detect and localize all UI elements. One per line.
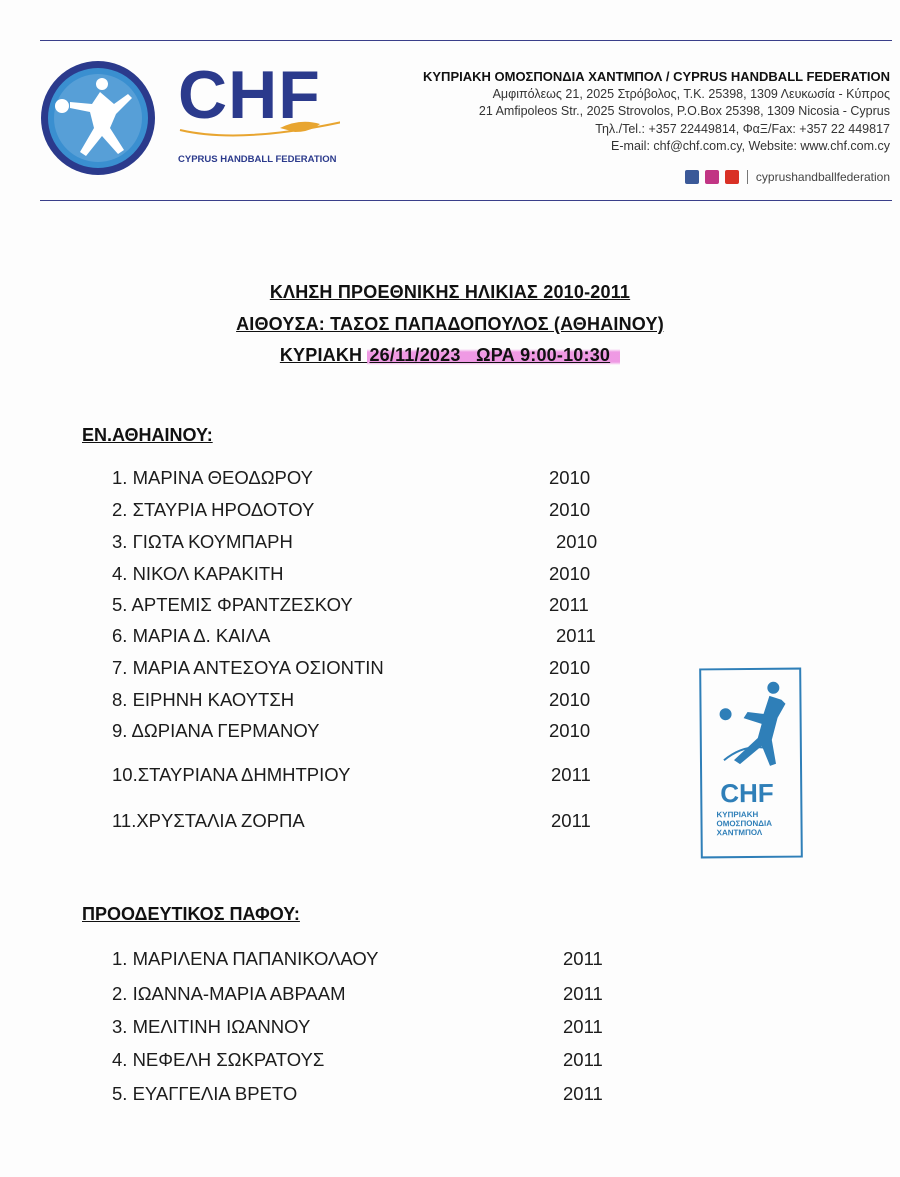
player-name: 3. ΓΙΩΤΑ ΚΟΥΜΠΑΡΗ (112, 531, 293, 552)
header-top-rule (40, 40, 892, 41)
player-year: 2011 (563, 983, 603, 1004)
player-name: 5. ΕΥΑΓΓΕΛΙΑ ΒΡΕΤΟ (112, 1083, 298, 1104)
player-year: 2011 (549, 594, 589, 615)
youtube-icon[interactable] (725, 170, 739, 184)
chf-logo (40, 58, 340, 178)
player-name: 1. ΜΑΡΙΝΑ ΘΕΟΔΩΡΟΥ (112, 467, 314, 488)
stamp-logo-text: CHF (720, 777, 774, 809)
player-year: 2011 (551, 810, 591, 831)
player-year: 2010 (556, 531, 598, 552)
player-year: 2010 (549, 499, 591, 520)
address-english: 21 Amfipoleos Str., 2025 Strovolos, P.O.Box 25398, 1309 Nicosia - Cyprus (478, 104, 890, 118)
player-name: 4. ΝΕΦΕΛΗ ΣΩΚΡΑΤΟΥΣ (112, 1049, 325, 1070)
player-name: 1. ΜΑΡΙΛΕΝΑ ΠΑΠΑΝΙΚΟΛΑΟΥ (112, 948, 379, 969)
social-links (685, 170, 890, 184)
player-name: 2. ΣΤΑΥΡΙΑ ΗΡΟΔΟΤΟΥ (112, 499, 315, 520)
player-name: 4. ΝΙΚΟΛ ΚΑΡΑΚΙΤΗ (112, 563, 284, 584)
org-name: ΚΥΠΡΙΑΚΗ ΟΜΟΣΠΟΝΔΙΑ ΧΑΝΤΜΠΟΛ / CYPRUS HANDBALL FEDERATION (423, 69, 890, 84)
team-heading: ΠΡΟΟΔΕΥΤΙΚΟΣ ΠΑΦΟΥ: (82, 904, 300, 924)
player-year: 2010 (549, 720, 591, 741)
player-year: 2010 (549, 657, 591, 678)
player-name: 5. ΑΡΤΕΜΙΣ ΦΡΑΝΤΖΕΣΚΟΥ (112, 594, 353, 615)
organization-info (330, 68, 890, 156)
player-year: 2010 (549, 563, 591, 584)
player-year: 2011 (563, 1083, 603, 1104)
phone-fax: Τηλ./Tel.: +357 22449814, ΦαΞ/Fax: +357 22 449817 (595, 121, 890, 136)
team-heading: ΕΝ.ΑΘΗΑΙΝΟΥ: (82, 425, 213, 445)
handball-player-stamp-icon (703, 674, 798, 785)
date-time-highlight: 26/11/2023 ΩΡΑ 9:00-10:30 (367, 345, 620, 365)
logo-subtitle: CYPRUS HANDBALL FEDERATION (178, 154, 337, 165)
title-line-3 (0, 345, 900, 366)
player-name: 10.ΣΤΑΥΡΙΑΝΑ ΔΗΜΗΤΡΙΟΥ (112, 764, 351, 785)
logo-text: CHF (178, 57, 321, 133)
facebook-icon[interactable] (685, 170, 699, 184)
player-year: 2010 (549, 467, 591, 488)
social-handle: cyprushandballfederation (755, 170, 890, 184)
player-name: 3. ΜΕΛΙΤΙΝΗ ΙΩΑΝΝΟΥ (112, 1016, 311, 1037)
player-year: 2011 (563, 948, 603, 969)
player-name: 7. ΜΑΡΙΑ ΑΝΤΕΣΟΥΑ ΟΣΙΟΝΤΙΝ (112, 657, 384, 678)
title-line-1: ΚΛΗΣΗ ΠΡΟΕΘΝΙΚΗΣ ΗΛΙΚΙΑΣ 2010-2011 (269, 282, 631, 302)
address-greek: Αμφιπόλεως 21, 2025 Στρόβολος, Τ.Κ. 25398, 1309 Λευκωσία - Κύπρος (492, 86, 890, 101)
player-name: 9. ΔΩΡΙΑΝΑ ΓΕΡΜΑΝΟΥ (112, 720, 320, 741)
player-name: 11.ΧΡΥΣΤΑΛΙΑ ΖΟΡΠΑ (112, 810, 305, 831)
player-year: 2010 (549, 689, 591, 710)
player-year: 2011 (551, 764, 591, 785)
title-line-2: ΑΙΘΟΥΣΑ: ΤΑΣΟΣ ΠΑΠΑΔΟΠΟΥΛΟΣ (ΑΘΗΑΙΝΟΥ) (236, 314, 664, 334)
email-website: E-mail: chf@chf.com.cy, Website: www.chf.com.cy (611, 139, 890, 153)
player-year: 2011 (563, 1049, 603, 1070)
stamp-text: ΚΥΠΡΙΑΚΗ ΟΜΟΣΠΟΝΔΙΑ ΧΑΝΤΜΠΟΛ (716, 809, 773, 838)
federation-stamp (699, 668, 803, 859)
header-bottom-rule (40, 200, 892, 201)
player-name: 8. ΕΙΡΗΝΗ ΚΑΟΥΤΣΗ (112, 689, 295, 710)
title-day: ΚΥΡΙΑΚΗ (279, 345, 368, 365)
player-name: 2. ΙΩΑΝΝΑ-ΜΑΡΙΑ ΑΒΡΑΑΜ (112, 983, 346, 1004)
player-name: 6. ΜΑΡΙΑ Δ. ΚΑΙΛΑ (112, 625, 271, 646)
divider (747, 170, 748, 184)
instagram-icon[interactable] (705, 170, 719, 184)
player-year: 2011 (563, 1016, 603, 1037)
player-year: 2011 (556, 625, 596, 646)
